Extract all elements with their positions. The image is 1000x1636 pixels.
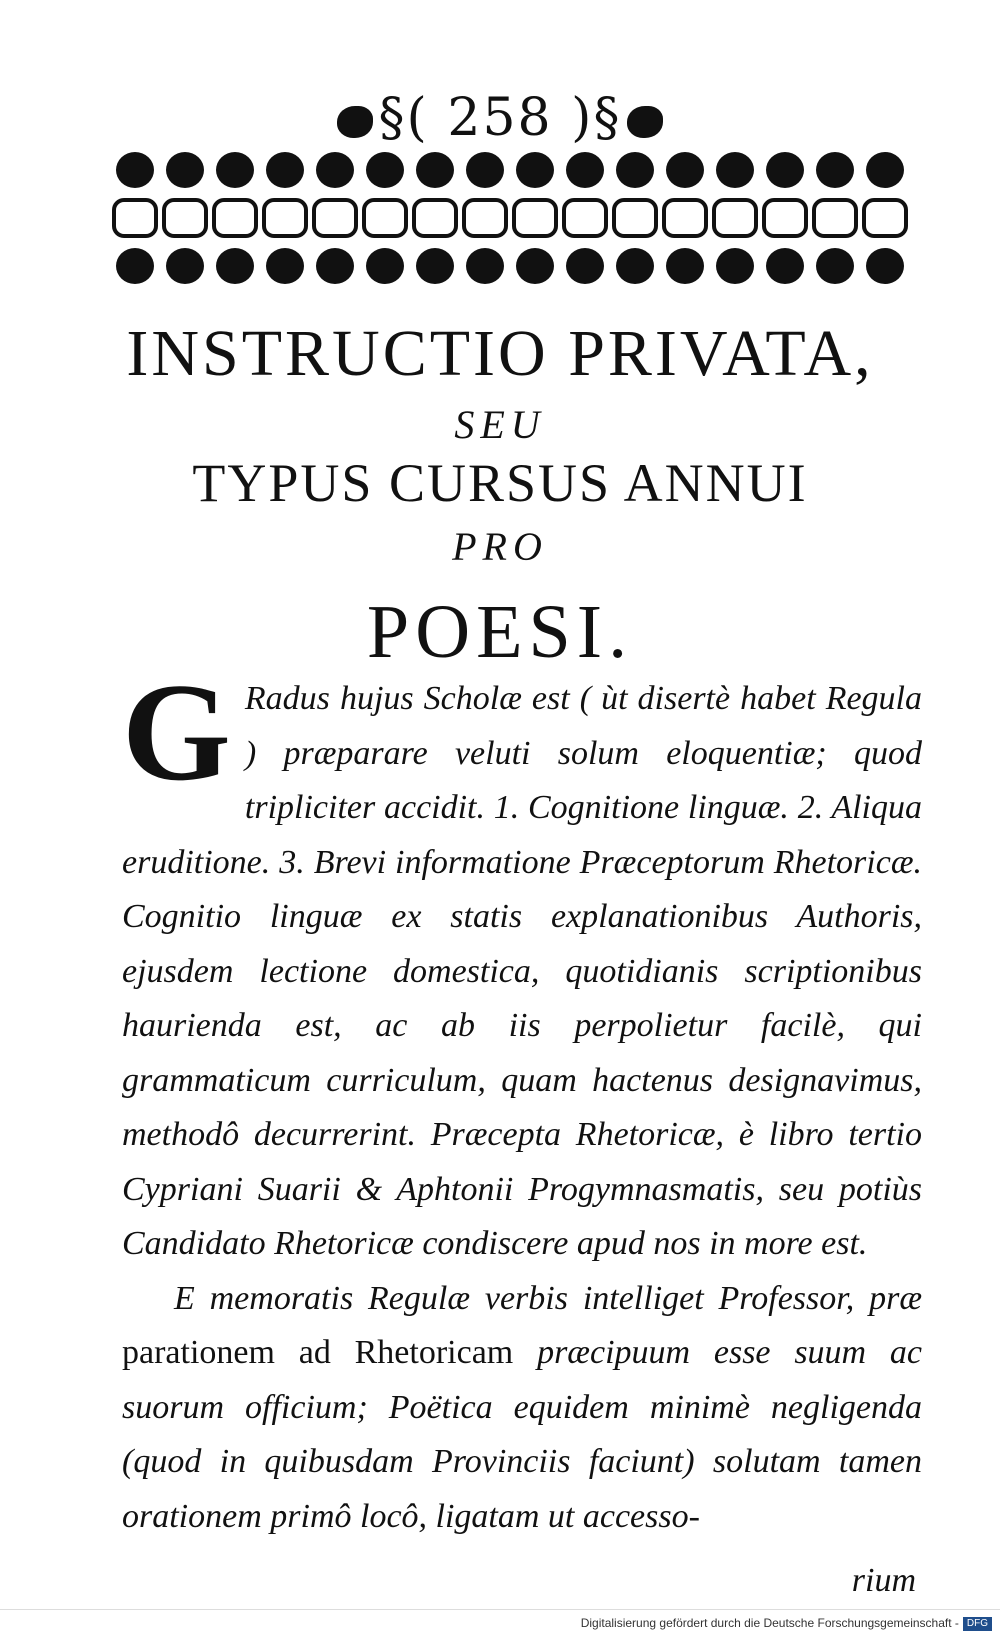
ornament-flower — [766, 152, 804, 188]
ornament-scroll — [614, 200, 656, 236]
ornament-flower — [466, 248, 504, 284]
ornament-flower — [666, 152, 704, 188]
dfg-badge: DFG — [963, 1617, 992, 1631]
ornament-scroll — [414, 200, 456, 236]
ornament-blob-left — [337, 106, 373, 138]
ornament-flower — [316, 152, 354, 188]
ornament-flower — [616, 152, 654, 188]
ornament-flower — [866, 248, 904, 284]
title-sub: TYPUS CURSUS ANNUI — [192, 453, 808, 513]
decorative-ornament-band — [110, 148, 910, 288]
title-connector-seu: SEU — [454, 402, 546, 447]
paragraph-1 — [122, 655, 922, 1272]
title-block — [0, 318, 1000, 674]
paragraph-1-text: Radus hujus Scholæ est ( ùt disertè habet Regula ) præparare veluti solum eloquentiæ; quod tripliciter accidit. 1. Cognitione linguæ. 2. Aliqua eruditione. 3. Brevi informatione Præceptorum Rhetoricæ. Cognitio linguæ ex statis explanationibus Authoris, ejusdem lectione domestica, quotidianis scriptionibus haurienda est, ac ab iis perpolietur facilè, qui grammaticum curriculum, quam hactenus designavimus, methodô decurrerint. Præcepta Rhetoricæ, è libro tertio Cypriani Suarii & Aphtonii Progymnasmatis, seu potiùs Candidato Rhetoricæ condiscere apud nos in more est. — [122, 680, 922, 1262]
ornament-scroll — [214, 200, 256, 236]
ornament-flower — [316, 248, 354, 284]
ornament-flower — [166, 152, 204, 188]
footer-text: Digitalisierung gefördert durch die Deutsche Forschungsgemeinschaft - — [580, 1616, 959, 1630]
ornament-flower — [566, 152, 604, 188]
ornament-scroll — [814, 200, 856, 236]
ornament-flower — [116, 248, 154, 284]
page-number-value: 258 — [447, 88, 553, 148]
ornament-scroll — [364, 200, 406, 236]
ornament-scroll — [464, 200, 506, 236]
ornament-blob-right — [627, 106, 663, 138]
title-connector-pro: PRO — [452, 524, 548, 569]
ornament-flower — [866, 152, 904, 188]
ornament-scroll — [314, 200, 356, 236]
ornament-flower — [716, 248, 754, 284]
ornament-scroll — [264, 200, 306, 236]
ornament-scroll — [514, 200, 556, 236]
ornament-flower — [416, 248, 454, 284]
ornament-flower — [116, 152, 154, 188]
ornament-flower — [816, 152, 854, 188]
ornament-flower — [216, 152, 254, 188]
ornament-flower — [616, 248, 654, 284]
ornament-scroll — [664, 200, 706, 236]
title-main: INSTRUCTIO PRIVATA, — [126, 317, 874, 390]
paragraph-2-text-a: E memoratis Regulæ verbis intelliget Professor, præ — [174, 1279, 922, 1317]
ornament-flower — [216, 248, 254, 284]
ornament-flower — [416, 152, 454, 188]
drop-cap: G — [122, 655, 231, 810]
ornament-flower — [366, 248, 404, 284]
ornament-scroll — [564, 200, 606, 236]
ornament-scroll — [864, 200, 906, 236]
ornament-flower — [466, 152, 504, 188]
ornament-flower — [566, 248, 604, 284]
ornament-scroll — [164, 200, 206, 236]
ornament-scroll — [714, 200, 756, 236]
ornament-flower — [666, 248, 704, 284]
catchword: rium — [851, 1562, 916, 1599]
title-subject: POESI. — [366, 590, 634, 674]
ornament-flower — [266, 152, 304, 188]
footer-bar — [0, 1609, 1000, 1636]
paragraph-2-text-b: præcipuum esse suum ac suorum officium; Poëtica equidem minimè negligenda (quod in quibusdam Provinciis faciunt) solutam tamen orationem primô locô, ligatam ut accesso- — [122, 1334, 922, 1535]
ornament-flower — [816, 248, 854, 284]
paragraph-2-upright: parationem ad Rhetoricam — [122, 1334, 514, 1371]
ornament-scroll — [114, 200, 156, 236]
ornament-flower — [266, 248, 304, 284]
ornament-flower — [516, 248, 554, 284]
ornament-flower — [766, 248, 804, 284]
ornament-flower — [166, 248, 204, 284]
body-text — [122, 655, 922, 1544]
ornament-flower — [366, 152, 404, 188]
ornament-flower — [716, 152, 754, 188]
page-number: §( 258 )§ — [0, 88, 1000, 148]
paragraph-2 — [122, 1272, 922, 1545]
ornament-flower — [516, 152, 554, 188]
ornament-scroll — [764, 200, 806, 236]
